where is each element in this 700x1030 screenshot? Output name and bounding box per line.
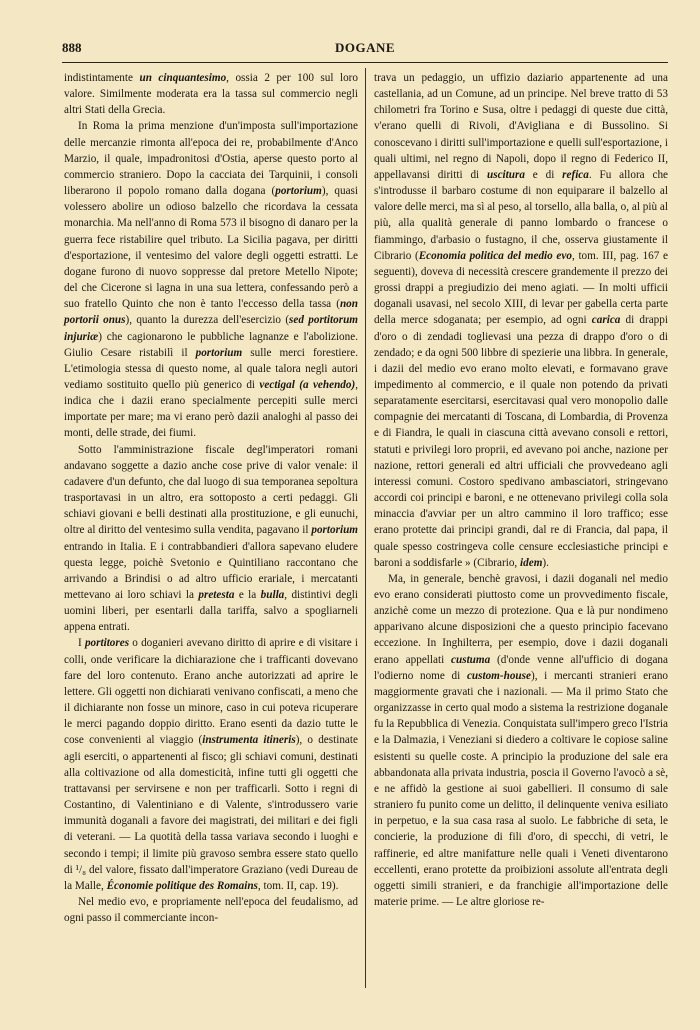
italic-term: portorium [311,524,358,537]
italic-term: carica [591,314,621,327]
text-run: sulle merci forestiere. L'etimologia stessa di questo nome, al quale talora negli autori vediamo sostituito quello più generico di [64,346,358,391]
page-title: DOGANE [334,40,396,55]
italic-term: uscitura [487,168,525,181]
text-run: ). [542,556,549,569]
left-column [64,70,358,926]
document-page [62,36,668,996]
paragraph [64,118,358,441]
italic-term: idem [520,556,543,569]
italic-term: custom-house [466,669,531,682]
italic-term: Économie politique des Romains [106,879,258,892]
italic-term: instrumenta itineris [202,734,296,747]
paragraph [64,442,358,636]
text-run: , distintivi degli uomini liberi, per esentarli dalla tariffa, salvo a spogliarneli appena entrati. [64,589,359,634]
text-run: Nel medio evo, e propriamente nell'epoca del feudalismo, ad ogni passo il commerciante incon- [64,895,358,925]
text-run: o doganieri avevano diritto di aprire e di visitare i colli, onde verificare la dichiarazione che i trafficanti dovevano fare del loro contenuto. Erano anche autorizzati ad aprire le lettere. Gli oggetti non dichiarati venivano confiscati, a meno che il dichiarante non fosse un minore, caso in cui poteva ricuperare le merci pagando doppio diritto. Erano esenti da dazio tutte le cose convenienti al viaggio ( [64,637,359,747]
paragraph [64,894,358,926]
text-run: di drappi d'oro o di zendadi toglievasi una pezza di drappo d'oro o di zendado; e da ogni 500 libbre di spezierie una libbra. In generale, i dazii del medio evo erano molto elevati, e formavano grave impedimento al commercio, e il quale non potendo da privati separatamente esercitarsi, esercitavasi qual vero monopolio dalle compagnie dei mercatanti di Toscana, di Lombardia, di Provenza e di Fiandra, le quali in ciascuna città avevano consoli e rettori, statuti e privilegi loro proprii, ed avevano poi anche, nazione per nazione, rettori generali ed altri ufficiali che provvedeano agli interessi comuni. Costoro spedivano ambasciatori, stringevano accordi coi principi e baroni, e ne ottenevano privilegi colla sola minaccia d'avviar per un altro cammino il loro traffico; esse erano protette dai principi grandi, dal re di Francia, dal papa, il quale spesso costringeva colle censure ecclesiastiche principi e baroni a soddisfarle » (Cibrario, [374,314,668,569]
text-run: ), quasi volessero abolire un odioso balzello che ricordava la cessata monarchia. Ma nell'anno di Roma 573 il bisogno di danaro per la guerra fece ristabilire quel tributo. La Sicilia pagava, per diritti d'esportazione, il ventesimo del valore degli oggetti estratti. Le dogane furono di nuovo soppresse dal pretore Metello Nipote; del che Cicerone si lagna in una sua lettera, confessando però a suo fratello Quinto che non è tanto l'eccesso della tassa ( [64,185,358,311]
italic-term: bulla [260,589,285,601]
text-run: ), i mercanti stranieri erano maggiormente gravati che i nazionali. — Ma il primo Stato che organizzasse in certo qual modo a sistema la restrizione doganale fu la Repubblica di Venezia. Conquistata sull'impero greco l'Istria e la Dalmazia, i Veneziani si diedero a coltivare le copiose saline esistenti su quelle coste. A principio la produzione del sale era abbandonata alla privata industria, poscia il Governo l'avocò a sè, e ne affidò la gestione ai suoi gabellieri. Il consumo di sale straniero fu punito come un delitto, il delinquente veniva esiliato in perpetuo, e la sua casa rasa al suolo. Le fabbriche di seta, le concierie, la produzione di fili d'oro, di specchi, di vetri, le raffinerie, ed altre manifatture nelle quali i Veneti diventarono eccellenti, erano protette da proibizioni assolute all'entrata degli oggetti simili stranieri, e da franchigie all'importazione delle materie prime. — Le altre gloriose re- [374,669,669,908]
paragraph [64,635,358,894]
italic-term: portorium [275,185,322,198]
text-run: Sotto l'amministrazione fiscale degl'imperatori romani andavano soggette a dazio anche cose prive di valor venale: il cadavere d'un defunto, che dal luogo di sua temporanea sepoltura trasportavasi in un altro, era sottoposto a certi pedaggi. Gli schiavi giovani e belli destinati alla prostituzione, e gli eunuchi, oltre al diritto del ventesimo sulla vendita, pagavano il [64,443,358,537]
header-rule [62,62,668,63]
text-run: . Fu allora che s'introdusse il barbaro costume di non equiparare il balzello al valore delle merci, ma sì al peso, al torsello, alla balla, o, al più al più, alla qualità generale di panno lombardo o francese o fiammingo, d'arbasio o fustagno, il che, osserva giustamente il Cibrario ( [374,168,669,262]
page-number: 888 [62,40,82,55]
text-run: (d'onde venne all'ufficio di dogana l'odierno nome di [374,653,668,682]
italic-term: refica [562,168,589,181]
text-run: indistintamente [64,72,140,84]
italic-term: Economia politica del medio evo [418,249,572,262]
text-run: , tom. II, cap. 19). [257,879,339,892]
paragraph [64,70,358,118]
italic-term: pretesta [198,589,235,601]
text-run: ) che cagionarono le pubbliche lagnanze e l'abolizione. Giulio Cesare ristabilì il [64,330,358,359]
text-run: ), o destinate agli eserciti, o appartenenti al fisco; gli schiavi comuni, destinati alla coltivazione od alla domesticità, infine tutti gli oggetti che trattavansi per servirsene e non per trafficarli. Sotto i regni di Costantino, di Valentiniano e di Valente, s'introdussero varie immunità doganali a favore dei magistrati, dei militari e dei figli di veterani. — La quotità della tassa variava secondo i luoghi e secondo i tempi; il limite più gravoso sembra essere stato quello di ¹/₈ del valore, fissato dall'imperatore Graziano (vedi Dureau de la Malle, [64,734,358,892]
text-run: Ma, in generale, benchè gravosi, i dazii doganali nel medio evo erano considerati piuttosto come un provvedimento fiscale, anzichè come un mezzo di protezione. Qua e là pur nondimeno apparivano alcune disposizioni che a questo principio facevano eccezione. In Inghilterra, per esempio, dove i dazii doganali erano appellati [374,572,668,666]
running-header [62,36,668,60]
text-run: , ossia 2 per 100 sul loro valore. Similmente moderata era la tassa sul commercio negli altri Stati della Grecia. [64,72,358,117]
column-divider [365,68,366,988]
text-run: In Roma la prima menzione d'un'imposta sull'importazione delle mercanzie rimonta all'epoca dei re, probabilmente d'Anco Marzio, il quale, impadronitosi d'Ostia, aperse questo porto al commercio straniero. Dopo la cacciata dei Tarquinii, i consoli liberarono il popolo romano dalla dogana ( [64,120,358,198]
italic-term: un cinquantesimo [139,72,227,84]
right-column [374,70,668,910]
italic-term: custuma [451,653,491,666]
text-run: trava un pedaggio, un uffizio daziario appartenente ad una castellania, ad un Comune, ad un principe. Nel breve tratto di 53 chilometri fra Torino e Susa, oltre i pedaggi di queste due città, v'erano quelli di Rivoli, d'Avigliana e di Bussolino. Si conoscevano i diritti sull'importazione e quelli sull'esportazione, i quali ultimi, nel regno di Napoli, dopo il regno di Federico II, appellavansi diritti di [374,72,668,181]
italic-term: sed portitorum injuriæ [64,314,358,343]
text-run: ), quanto la durezza dell'esercizio ( [125,314,290,327]
text-run: I [78,637,85,650]
text-run: entrando in Italia. E i contrabbandieri d'allora sapevano eludere questa legge, poichè Svetonio e Quintiliano raccontano che arrivando a Brindisi o ad altro ufficio erariale, i mercatanti mettevano ai loro schiavi la [64,540,358,601]
italic-term: vectigal (a vehendo) [259,378,356,391]
text-run: e di [524,168,563,181]
italic-term: portorium [195,346,243,359]
italic-term: portitores [84,637,130,650]
text-run: , tom. III, pag. 167 e seguenti), doveva di necessità crescere grandemente il prezzo dei grossi drappi a pregiudizio dei meno agiati. — In molti ufficii doganali usavasi, nel secolo XIII, di levar per gabella certa parte della merce sdoganata; per esempio, ad ogni [374,249,669,327]
paragraph [374,70,668,571]
italic-term: non portorii onus [64,298,358,327]
text-run: e la [234,589,261,601]
paragraph [374,571,668,910]
text-run: , indica che i dazii erano specialmente percepiti sulle merci importate per mare; ma vi erano però dazii analoghi al passo dei monti, delle strade, dei fiumi. [64,378,358,440]
